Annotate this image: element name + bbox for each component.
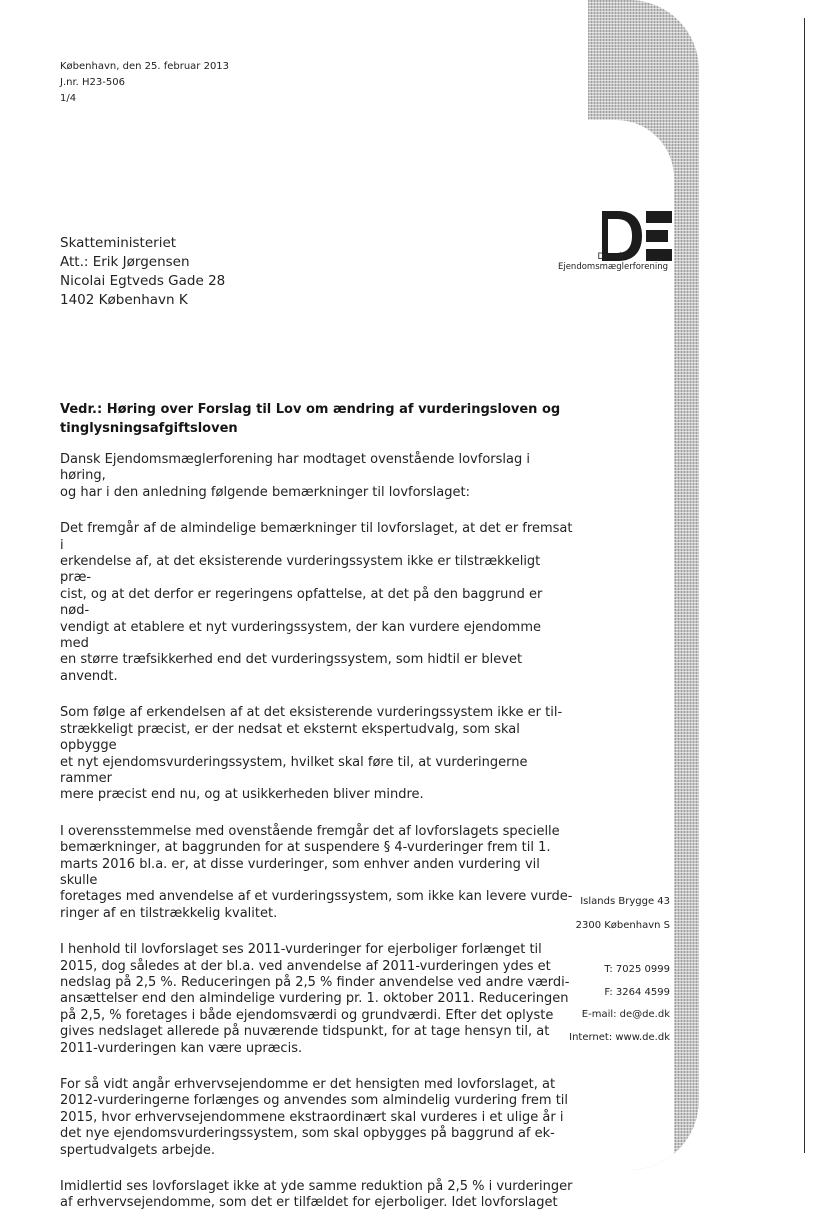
journal-number: J.nr. H23-506 [60,77,125,88]
body-paragraph: I henhold til lovforslaget ses 2011-vurderinger for ejerboliger forlænget til 2015, dog således at der bl.a. ved anvendelse af 2011-vurderingen ydes et nedslag på 2,5 %. Reduceringen på 2,5 % finder anvendelse ved andre værdi- ansættelser end den almindelige vurdering pr. 1. oktober 2011. Reduceringen på 2,5, % foretages i både ejendomsværdi og grundværdi. Efter det oplyste gives nedslaget allerede på nuværende tidspunkt, for at tage hensyn til, at 2011-vurderingen kan være upræcis. [60,942,570,1056]
page-number: 1/4 [60,93,77,104]
recipient-line: Nicolai Egtveds Gade 28 [60,273,226,289]
recipient-line: 1402 København K [60,292,188,308]
letter-subject: Vedr.: Høring over Forslag til Lov om ændring af vurderingsloven og tinglysningsafgiftsloven [60,402,561,436]
contact-street: Islands Brygge 43 [580,896,670,907]
logo-text-name: Ejendomsmæglerforening [557,262,668,272]
body-paragraph: Det fremgår af de almindelige bemærkninger til lovforslaget, at det er fremsat i erkendelse af, at det eksisterende vurderingssystem ikke er tilstrækkeligt præ- cist, og at det derfor er regeringens opfattelse, at det på den baggrund er nød- vendigt at etablere et nyt vurderingssystem, der kan vurdere ejendomme med en større træfsikkerhed end det vurderingssystem, som hidtil er blevet anvendt. [60,521,573,684]
letter-body [60,452,574,1232]
body-paragraph: Dansk Ejendomsmæglerforening har modtaget ovenstående lovforslag i høring, og har i den anledning følgende bemærkninger til lovforslaget: [60,452,530,500]
company-logo [530,211,672,275]
logo-text-dansk: Dansk [597,252,624,262]
body-paragraph: For så vidt angår erhvervsejendomme er det hensigten med lovforslaget, at 2012-vurderingerne forlænges og anvendes som almindelig vurdering frem til 2015, hvor erhvervsejendommene ekstraordinært skal vurderes i et ulige år i det nye ejendomsvurderingssystem, som skal opbygges på baggrund af ek- spertudvalgets arbejde. [60,1077,569,1158]
contact-email: E-mail: de@de.dk [581,1009,670,1020]
recipient-line: Att.: Erik Jørgensen [60,254,190,270]
recipient-address [60,234,225,310]
scan-edge-line [804,18,805,1153]
contact-phone: T: 7025 0999 [604,964,670,975]
letter-meta [60,59,229,107]
contact-web: Internet: www.de.dk [569,1032,670,1043]
date-line: København, den 25. februar 2013 [60,61,230,72]
body-paragraph: Som følge af erkendelsen af at det eksisterende vurderingssystem ikke er til- strækkeligt præcist, er der nedsat et eksternt ekspertudvalg, som skal opbygge et nyt ejendomsvurderingssystem, hvilket skal føre til, at vurderingerne rammer mere præcist end nu, og at usikkerheden bliver mindre. [60,705,563,803]
contact-fax: F: 3264 4599 [604,987,670,998]
contact-city: 2300 København S [575,920,670,931]
body-paragraph: Imidlertid ses lovforslaget ikke at yde samme reduktion på 2,5 % i vurderinger af erhvervsejendomme, som det er tilfældet for ejerboliger. Idet lovforslaget [60,1179,573,1211]
recipient-line: Skatteministeriet [60,235,177,251]
body-paragraph: I overensstemmelse med ovenstående fremgår det af lovforslagets specielle bemærkninger, at baggrunden for at suspendere § 4-vurderinger frem til 1. marts 2016 bl.a. er, at disse vurderinger, som enhver anden vurdering vil skulle foretages med anvendelse af et vurderingssystem, som ikke kan levere vurde- ringer af en tilstrækkelig kvalitet. [60,823,573,921]
